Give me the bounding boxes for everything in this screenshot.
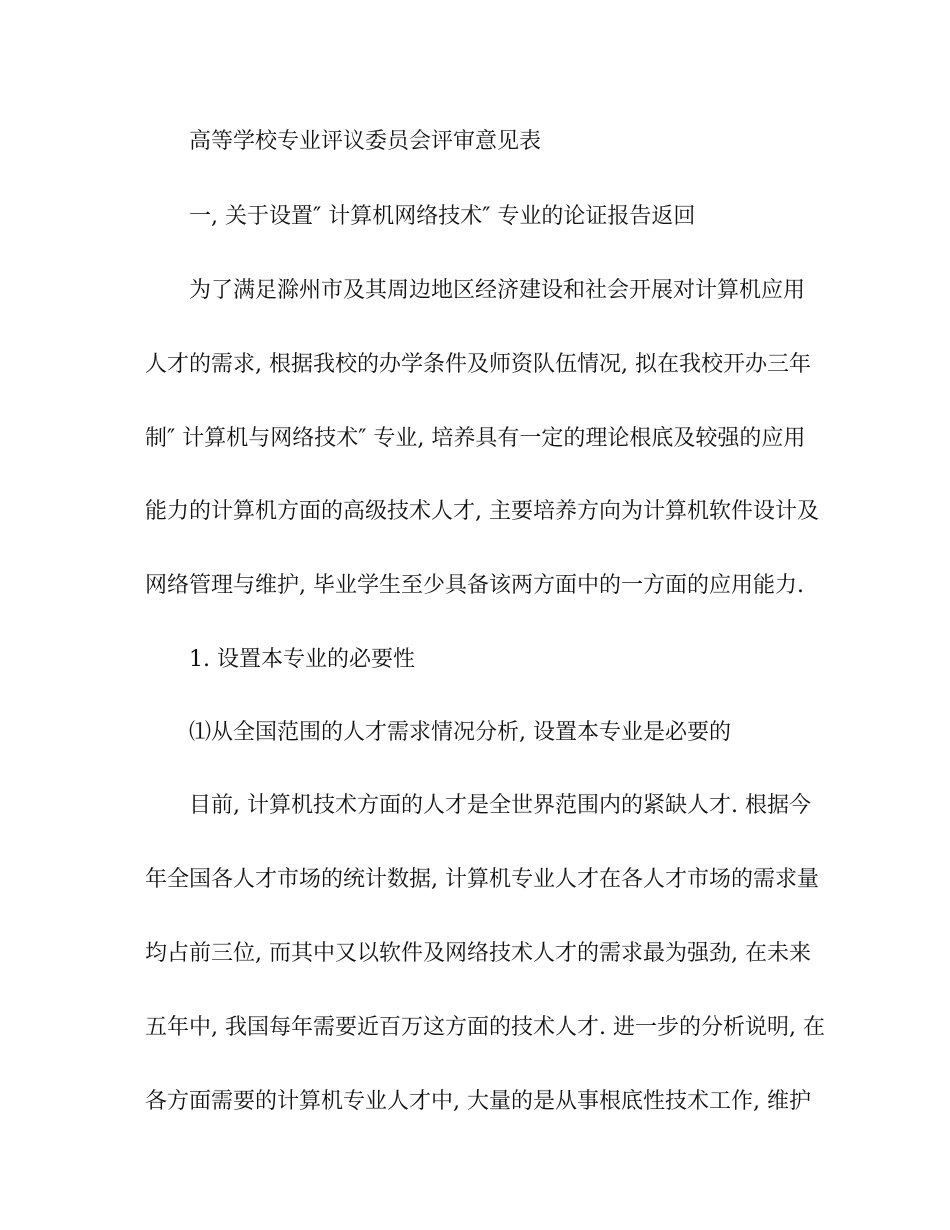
paragraph-line: 均占前三位, 而其中又以软件及网络技术人才的需求最为强劲, 在未来 <box>145 941 811 966</box>
section-heading: 一, 关于设置″ 计算机网络技术″ 专业的论证报告返回 <box>189 204 696 229</box>
paragraph-line: 为了满足滁州市及其周边地区经济建设和社会开展对计算机应用 <box>189 278 806 303</box>
paragraph-line: 年全国各人才市场的统计数据, 计算机专业人才在各人才市场的需求量 <box>145 867 819 892</box>
paragraph-line: 网络管理与维护, 毕业学生至少具备该两方面中的一方面的应用能力. <box>145 573 804 598</box>
subheading: 1. 设置本专业的必要性 <box>189 647 415 672</box>
paragraph-line: 制″ 计算机与网络技术″ 专业, 培养具有一定的理论根底及较强的应用 <box>145 426 806 451</box>
subheading: ⑴从全国范围的人才需求情况分析, 设置本专业是必要的 <box>189 720 731 745</box>
paragraph-line: 各方面需要的计算机专业人才中, 大量的是从事根底性技术工作, 维护 <box>145 1089 811 1114</box>
document-title: 高等学校专业评议委员会评审意见表 <box>189 129 542 154</box>
paragraph-line: 能力的计算机方面的高级技术人才, 主要培养方向为计算机软件设计及 <box>145 499 819 524</box>
paragraph-line: 五年中, 我国每年需要近百万这方面的技术人才. 进一步的分析说明, 在 <box>145 1015 825 1040</box>
paragraph-line: 人才的需求, 根据我校的办学条件及师资队伍情况, 拟在我校开办三年 <box>145 352 811 377</box>
paragraph-line: 目前, 计算机技术方面的人才是全世界范围内的紧缺人才. 根据今 <box>189 793 811 818</box>
